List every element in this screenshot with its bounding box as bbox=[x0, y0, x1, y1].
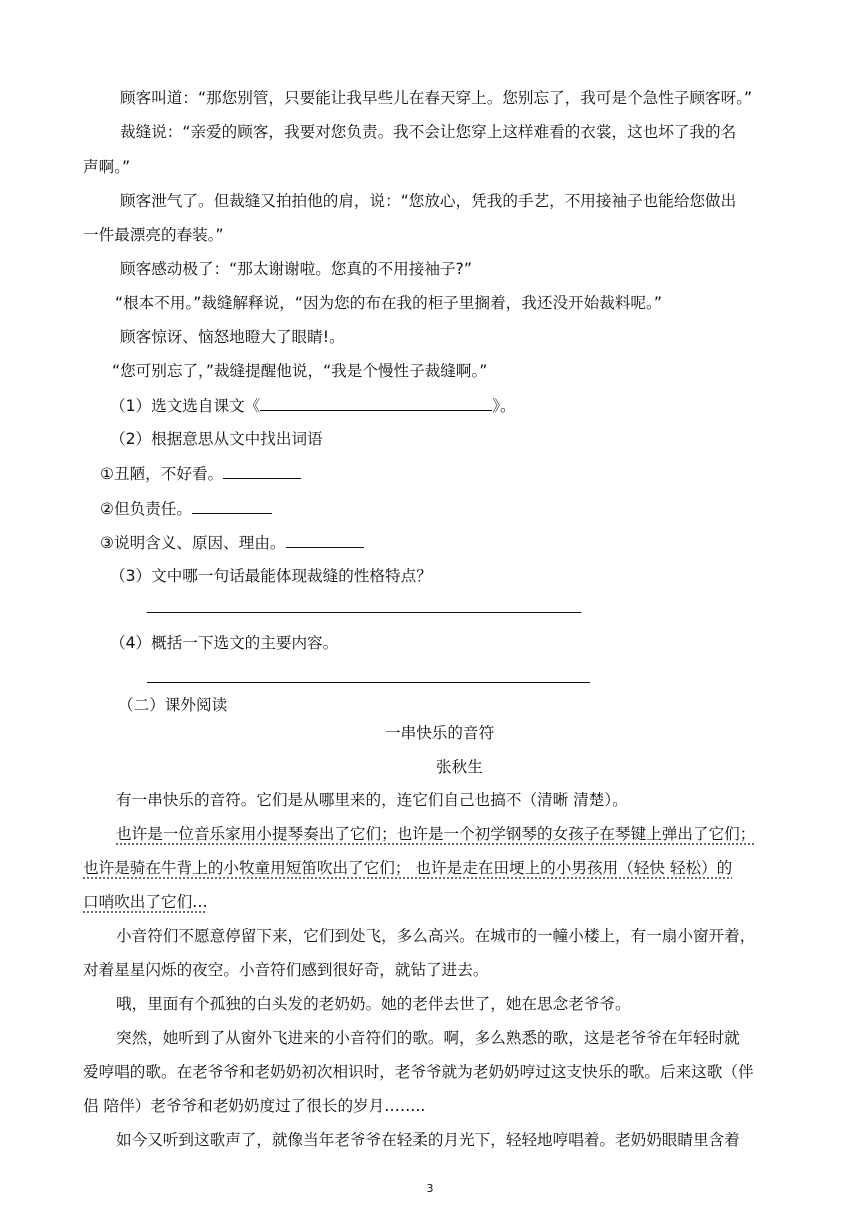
paragraph-line: 侣 陪伴）老爷爷和老奶奶度过了很长的岁月…….. bbox=[83, 1097, 426, 1115]
article-title: 一串快乐的音符 bbox=[385, 724, 495, 742]
paragraph-line: 如今又听到这歌声了，就像当年老爷爷在轻柔的月光下，轻轻地哼唱着。老奶奶眼睛里含着 bbox=[116, 1131, 740, 1149]
paragraph-line: 顾客感动极了：“那太谢谢啦。您真的不用接袖子?” bbox=[120, 260, 472, 278]
paragraph-line: “根本不用。”裁缝解释说，“因为您的布在我的柜子里搁着，我还没开始裁料呢。” bbox=[115, 294, 662, 312]
paragraph-line: 顾客泄气了。但裁缝又拍拍他的肩，说：“您放心，凭我的手艺，不用接袖子也能给您做出 bbox=[120, 192, 737, 210]
paragraph-line: 爱哼唱的歌。在老爷爷和老奶奶初次相识时，老爷爷就为老奶奶哼过这支快乐的歌。后来这歌（伴 bbox=[83, 1063, 754, 1081]
question-2: （2）根据意思从文中找出词语 bbox=[110, 430, 323, 448]
paragraph-line: 对着星星闪烁的夜空。小音符们感到很好奇，就钻了进去。 bbox=[83, 961, 489, 979]
paragraph-line: 裁缝说：“亲爱的顾客，我要对您负责。我不会让您穿上这样难看的衣裳，这也坏了我的名 bbox=[120, 123, 737, 141]
paragraph-line: “您可别忘了，”裁缝提醒他说，“我是个慢性子裁缝啊。” bbox=[112, 362, 488, 380]
question-2-item-text: ①丑陋，不好看。 bbox=[100, 465, 224, 483]
section-heading: （二）课外阅读 bbox=[118, 696, 228, 714]
answer-blank[interactable] bbox=[286, 531, 364, 548]
paragraph-line: 有一串快乐的音符。它们是从哪里来的，连它们自己也搞不（清晰 清楚）。 bbox=[116, 791, 628, 809]
question-2-item-text: ②但负责任。 bbox=[100, 500, 192, 518]
question-1-suffix: 》。 bbox=[492, 397, 516, 415]
answer-line[interactable] bbox=[147, 612, 581, 613]
paragraph-line: 顾客叫道：“那您别管，只要能让我早些儿在春天穿上。您别忘了，我可是个急性子顾客呀。” bbox=[120, 89, 753, 107]
paragraph-line: 也许是一位音乐家用小提琴奏出了它们；也许是一个初学钢琴的女孩子在琴键上弹出了它们； bbox=[116, 825, 756, 843]
question-2-item bbox=[100, 497, 272, 520]
question-1 bbox=[110, 394, 516, 417]
article-author: 张秋生 bbox=[436, 758, 483, 776]
paragraph-line: 哦，里面有个孤独的白头发的老奶奶。她的老伴去世了，她在思念老爷爷。 bbox=[116, 995, 631, 1013]
answer-blank[interactable] bbox=[223, 462, 301, 479]
paragraph-line: 也许是骑在牛背上的小牧童用短笛吹出了它们； 也许是走在田埂上的小男孩用（轻快 轻松）的 bbox=[83, 859, 733, 877]
question-2-item bbox=[100, 531, 364, 554]
question-3: （3）文中哪一句话最能体现裁缝的性格特点？ bbox=[110, 567, 432, 585]
paragraph-line: 声啊。” bbox=[83, 158, 131, 176]
answer-line[interactable] bbox=[147, 682, 590, 683]
question-1-text: （1）选文选自课文《 bbox=[110, 397, 261, 415]
question-2-item-text: ③说明含义、原因、理由。 bbox=[100, 534, 286, 552]
question-2-item bbox=[100, 462, 301, 485]
paragraph-line: 顾客惊讶、恼怒地瞪大了眼睛!。 bbox=[120, 328, 345, 346]
answer-blank[interactable] bbox=[260, 394, 492, 411]
paragraph-line: 突然，她听到了从窗外飞进来的小音符们的歌。啊，多么熟悉的歌，这是老爷爷在年轻时就 bbox=[116, 1029, 740, 1047]
answer-blank[interactable] bbox=[192, 497, 272, 514]
paragraph-line: 口哨吹出了它们… bbox=[83, 893, 208, 911]
paragraph-line: 一件最漂亮的春装。” bbox=[83, 226, 224, 244]
paragraph-line: 小音符们不愿意停留下来，它们到处飞，多么高兴。在城市的一幢小楼上，有一扇小窗开着， bbox=[116, 927, 756, 945]
page-number: 3 bbox=[426, 1182, 434, 1195]
question-4: （4）概括一下选文的主要内容。 bbox=[110, 634, 339, 652]
